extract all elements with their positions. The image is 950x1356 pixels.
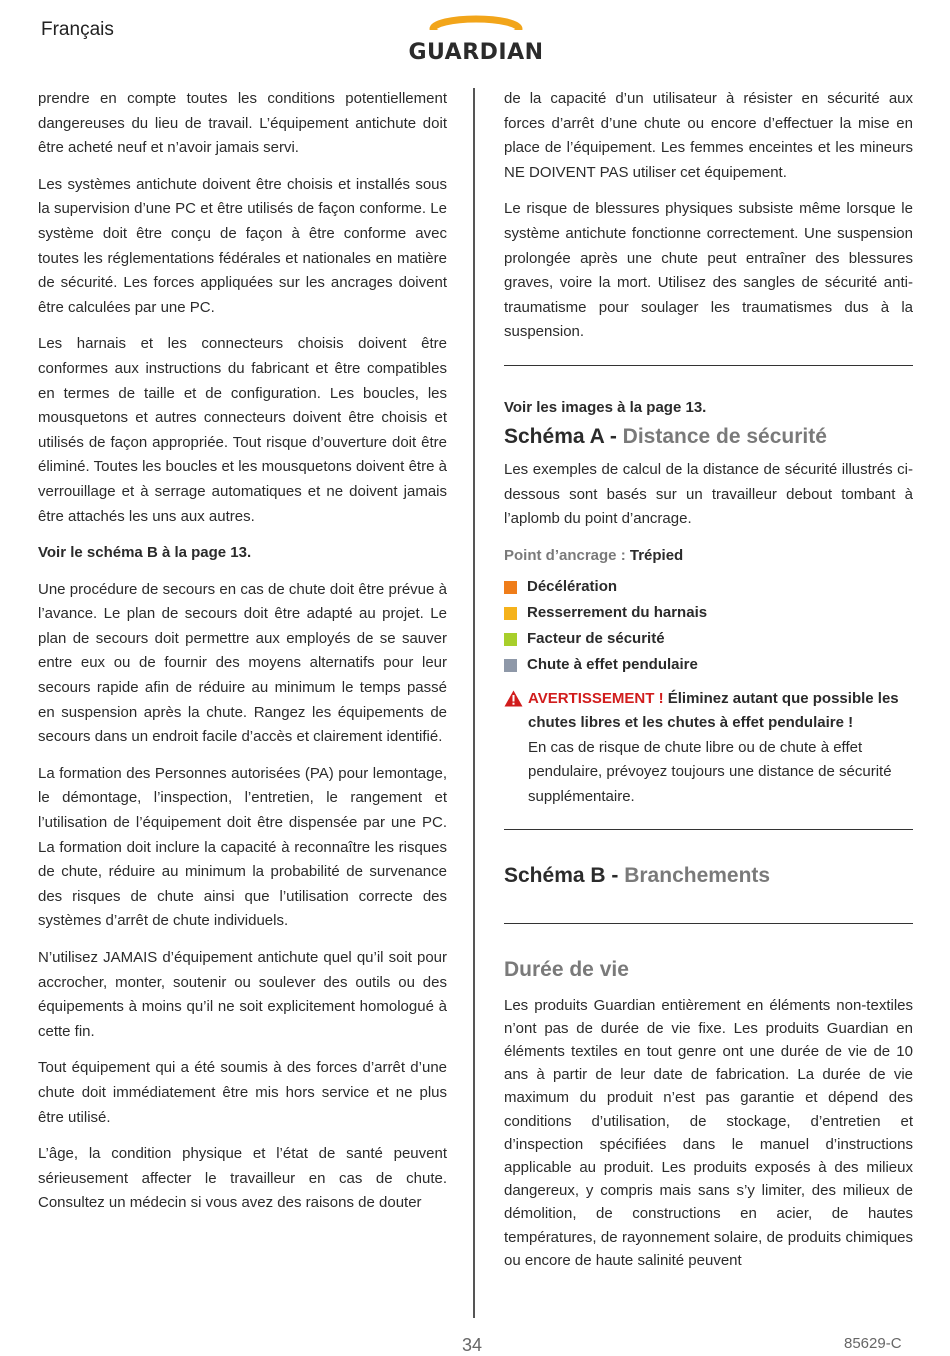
logo-wordmark: GUARDIAN <box>408 40 544 65</box>
section-divider <box>504 365 913 366</box>
paragraph: Les systèmes antichute doivent être choisis et installés sous la supervision d’une PC et être utilisés de façon conforme. Le système doit être conçu de façon à être conforme avec toutes les réglementations fédérales et nationales en matière de sécurité. Les forces appliquées sur les ancrages doivent être calculées par une PC. <box>38 175 447 316</box>
paragraph: Les harnais et les connecteurs choisis doivent être conformes aux instructions du fabricant et être compatibles en termes de taille et de configuration. Les boucles, les mousquetons et autres connecteurs doivent être choisis et utilisés de façon appropriée. Tout risque d’ouverture doit être éliminé. Toutes les boucles et les mousquetons doivent être à verrouillage et à serrage automatiques et ne doivent jamais être attachés les uns aux autres. <box>38 335 447 525</box>
page-number: 34 <box>462 1335 483 1355</box>
warning-triangle-icon <box>504 687 524 810</box>
warning-text: En cas de risque de chute libre ou de chute à effet pendulaire, prévoyez toujours une distance de sécurité supplémentaire. <box>528 738 892 805</box>
paragraph: N’utilisez JAMAIS d’équipement antichute quel qu’il soit pour accrocher, monter, soutenir ou soulever des outils ou des équipements à moins qu’il ne soit explicitement homologué à cette fin. <box>38 949 447 1040</box>
right-column <box>504 87 913 1284</box>
square-icon <box>504 607 517 620</box>
warning-bold-text: Éliminez autant que possible les chutes libres et les chutes à effet pendulaire ! <box>528 689 899 732</box>
schema-b-reference: Voir le schéma B à la page 13. <box>38 544 252 562</box>
paragraph: La formation des Personnes autorisées (PA) pour lemontage, le démontage, l’inspection, l’entretien, le rangement et l’utilisation de l’équipement doit être dispensée par une PC. La formation doit inclure la capacité à reconnaître les risques de chute, réduire au minimum la probabilité de survenance des risques de chute ainsi que l’utilisation correcte des systèmes d’arrêt de chute individuels. <box>38 764 447 930</box>
schema-a-heading: Schéma A - Distance de sécurité <box>504 424 827 448</box>
paragraph: L’âge, la condition physique et l’état de santé peuvent sérieusement affecter le travailleur en cas de chute. Consultez un médecin si vous avez des raisons de douter <box>38 1145 447 1212</box>
section-divider <box>504 923 913 924</box>
left-column <box>38 87 447 1228</box>
paragraph: Tout équipement qui a été soumis à des forces d’arrêt d’une chute doit immédiatement être mis hors service et ne plus être utilisé. <box>38 1059 447 1126</box>
language-label: Français <box>41 19 114 40</box>
paragraph: Le risque de blessures physiques subsiste même lorsque le système antichute fonctionne correctement. Une suspension prolongée après une chute peut entraîner des blessures graves, voire la mort. Utilisez des sangles de sécurité anti-traumatisme pour soulager les traumatismes dus à la suspension. <box>504 200 913 341</box>
legend <box>504 575 913 679</box>
legend-item: Chute à effet pendulaire <box>504 653 913 679</box>
legend-item: Resserrement du harnais <box>504 601 913 627</box>
schema-b-heading: Schéma B - Branchements <box>504 864 771 888</box>
column-divider <box>473 88 475 1318</box>
paragraph: prendre en compte toutes les conditions potentiellement dangereuses du lieu de travail. L’équipement antichute doit être acheté neuf et n’avoir jamais servi. <box>38 90 447 157</box>
square-icon <box>504 581 517 594</box>
document-code: 85629-C <box>844 1335 902 1352</box>
square-icon <box>504 633 517 646</box>
square-icon <box>504 659 517 672</box>
guardian-logo <box>386 14 566 66</box>
legend-item: Facteur de sécurité <box>504 627 913 653</box>
images-reference: Voir les images à la page 13. <box>504 398 707 416</box>
anchor-point: Point d’ancrage : Trépied <box>504 546 684 564</box>
paragraph: Une procédure de secours en cas de chute doit être prévue à l’avance. Le plan de secours doit être adapté au projet. Le plan de secours doit permettre aux employés de se sauver entre eux ou de fournir des moyens alternatifs pour leur secours rapide afin de réduire au minimum le temps passé en suspension après la chute. Rangez les équipements de secours dans un endroit facile d’accès et clairement identifié. <box>38 580 447 746</box>
lifespan-heading: Durée de vie <box>504 958 629 982</box>
section-divider <box>504 829 913 830</box>
warning-title: AVERTISSEMENT ! <box>528 689 664 707</box>
paragraph: Les produits Guardian entièrement en éléments non-textiles n’ont pas de durée de vie fixe. Les produits Guardian en éléments textiles en tout genre ont une durée de vie de 10 ans à partir de leur date de fabrication. La durée de vie maximum du produit n’est pas garantie et dépend des conditions d’utilisation, de stockage, d’entretien et d’inspection spécifiées dans le manuel d’instructions applicable au produit. Les produits exposés à des milieux dangereux, y compris mais sans s’y limiter, des milieux de démolition, de constructions en acier, de hautes températures, de rayonnement solaire, de produits chimiques ou encore de haute salinité peuvent <box>504 996 913 1269</box>
legend-item: Décélération <box>504 575 913 601</box>
paragraph: Les exemples de calcul de la distance de sécurité illustrés ci-dessous sont basés sur un travailleur debout tombant à l’aplomb du point d’ancrage. <box>504 461 913 528</box>
paragraph: de la capacité d’un utilisateur à résister en sécurité aux forces d’arrêt d’une chute ou encore d’effectuer la mise en place de l’équipement. Les femmes enceintes et les mineurs NE DOIVENT PAS utiliser cet équipement. <box>504 90 913 181</box>
warning-box <box>504 687 913 810</box>
